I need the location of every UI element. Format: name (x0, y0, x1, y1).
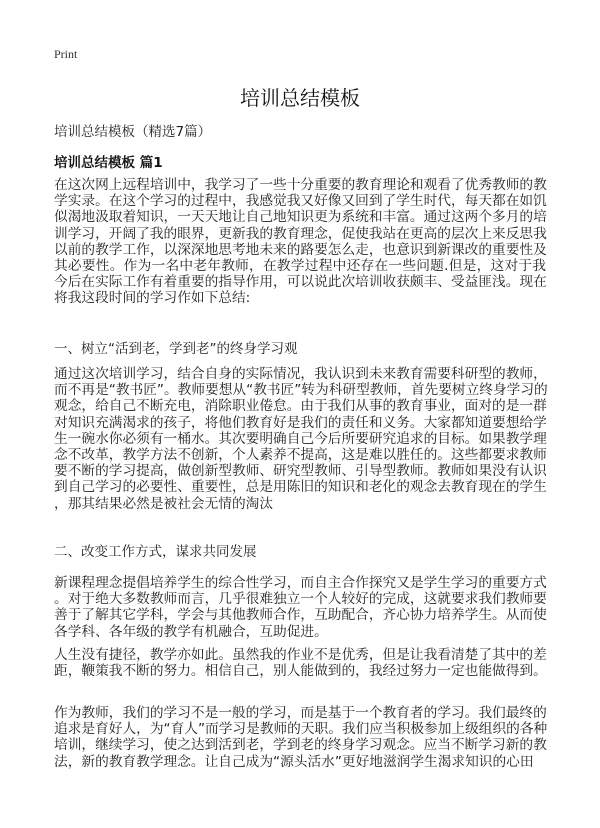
paragraph-line: 将我这段时间的学习作如下总结: (54, 290, 251, 307)
paragraph-2 (54, 366, 546, 512)
paragraph-line: 要不断的学习提高，做创新型教师、研究型教师、引导型教师。教师如果没有认识 (54, 463, 547, 480)
paragraph-line: 在这次网上远程培训中，我学习了一些十分重要的教育理论和观看了优秀教师的教 (54, 177, 547, 193)
paragraph-line: 而不再是“教书匠”。教师要想从“教书匠”转为科研型教师，首先要树立终身学习的 (54, 382, 548, 399)
print-link[interactable]: Print (54, 47, 78, 61)
paragraph-line: 念不改革，教学方法不创新，个人素养不提高，这是难以胜任的。这些都要求教师 (54, 447, 547, 464)
paragraph-line: 通过这次培训学习，结合自身的实际情况，我认识到未来教育需要科研型的教师， (54, 366, 547, 382)
paragraph-4 (54, 647, 546, 679)
paragraph-line: 今后在实际工作有着重要的指导作用，可以说此次培训收获颇丰、受益匪浅。现在 (54, 274, 547, 291)
paragraph-line: 人生没有捷径，教学亦如此。虽然我的作业不是优秀，但是让我看清楚了其中的差 (54, 647, 547, 663)
paragraph-line: 培训，继续学习，使之达到活到老，学到老的终身学习观念。应当不断学习新的教 (54, 737, 547, 754)
paragraph-1 (54, 177, 546, 307)
paragraph-line: 对知识充满渴求的孩子，将他们教育好是我们的责任和义务。大家都知道要想给学 (54, 414, 547, 431)
paragraph-line: 作为教师，我们的学习不是一般的学习，而是基于一个教育者的学习。我们最终的 (54, 705, 547, 721)
paragraph-line: ，那其结果必然是被社会无情的淘汰 (54, 495, 274, 512)
section-heading-1: 一、树立“活到老，学到老”的终身学习观 (54, 341, 298, 357)
paragraph-line: 以前的教学工作，以深深地思考地未来的路要怎么走，也意识到新课改的重要性及 (54, 241, 547, 258)
article-heading: 培训总结模板 篇1 (54, 155, 163, 171)
paragraph-line: 距，鞭策我不断的努力。相信自己，别人能做到的，我经过努力一定也能做得到。 (54, 663, 547, 680)
paragraph-line: 生一碗水你必须有一桶水。其次要明确自己今后所要研究追求的目标。如果教学理 (54, 430, 547, 447)
paragraph-line: 法，新的教育教学理念。让自己成为“源头活水”更好地滋润学生渴求知识的心田 (54, 753, 534, 770)
paragraph-line: 到自己学习的必要性、重要性，总是用陈旧的知识和老化的观念去教育现在的学生 (54, 479, 547, 496)
document-subtitle: 培训总结模板（精选7篇） (54, 124, 212, 140)
paragraph-line: 训学习，开阔了我的眼界，更新我的教育理念，促使我站在更高的层次上来反思我 (54, 225, 547, 242)
paragraph-line: 观念，给自己不断充电，消除职业倦怠。由于我们从事的教育事业，面对的是一群 (54, 398, 547, 415)
section-heading-2: 二、改变工作方式，谋求共同发展 (54, 544, 257, 560)
paragraph-line: 其必要性。作为一名中老年教师，在教学过程中还存在一些问题.但是，这对于我 (54, 258, 546, 275)
paragraph-line: 善于了解其它学科，学会与其他教师合作，互助配合，齐心协力培养学生。从而使 (54, 607, 547, 624)
paragraph-line: 似渴地汲取着知识，一天天地让自己地知识更为系统和丰富。通过这两个多月的培 (54, 209, 547, 226)
paragraph-line: 学实录。在这个学习的过程中，我感觉我又好像又回到了学生时代，每天都在如饥 (54, 193, 547, 210)
paragraph-3 (54, 575, 546, 640)
paragraph-line: 各学科、各年级的教学有机融合，互助促进。 (54, 623, 328, 640)
page-title: 培训总结模板 (240, 86, 360, 110)
paragraph-line: 追求是育好人，为“育人”而学习是教师的天职。我们应当积极参加上级组织的各种 (54, 721, 548, 738)
paragraph-line: 。对于绝大多数教师而言，几乎很难独立一个人较好的完成，这就要求我们教师要 (54, 591, 547, 608)
paragraph-line: 新课程理念提倡培养学生的综合性学习，而自主合作探究又是学生学习的重要方式 (54, 575, 547, 591)
paragraph-5 (54, 705, 546, 770)
